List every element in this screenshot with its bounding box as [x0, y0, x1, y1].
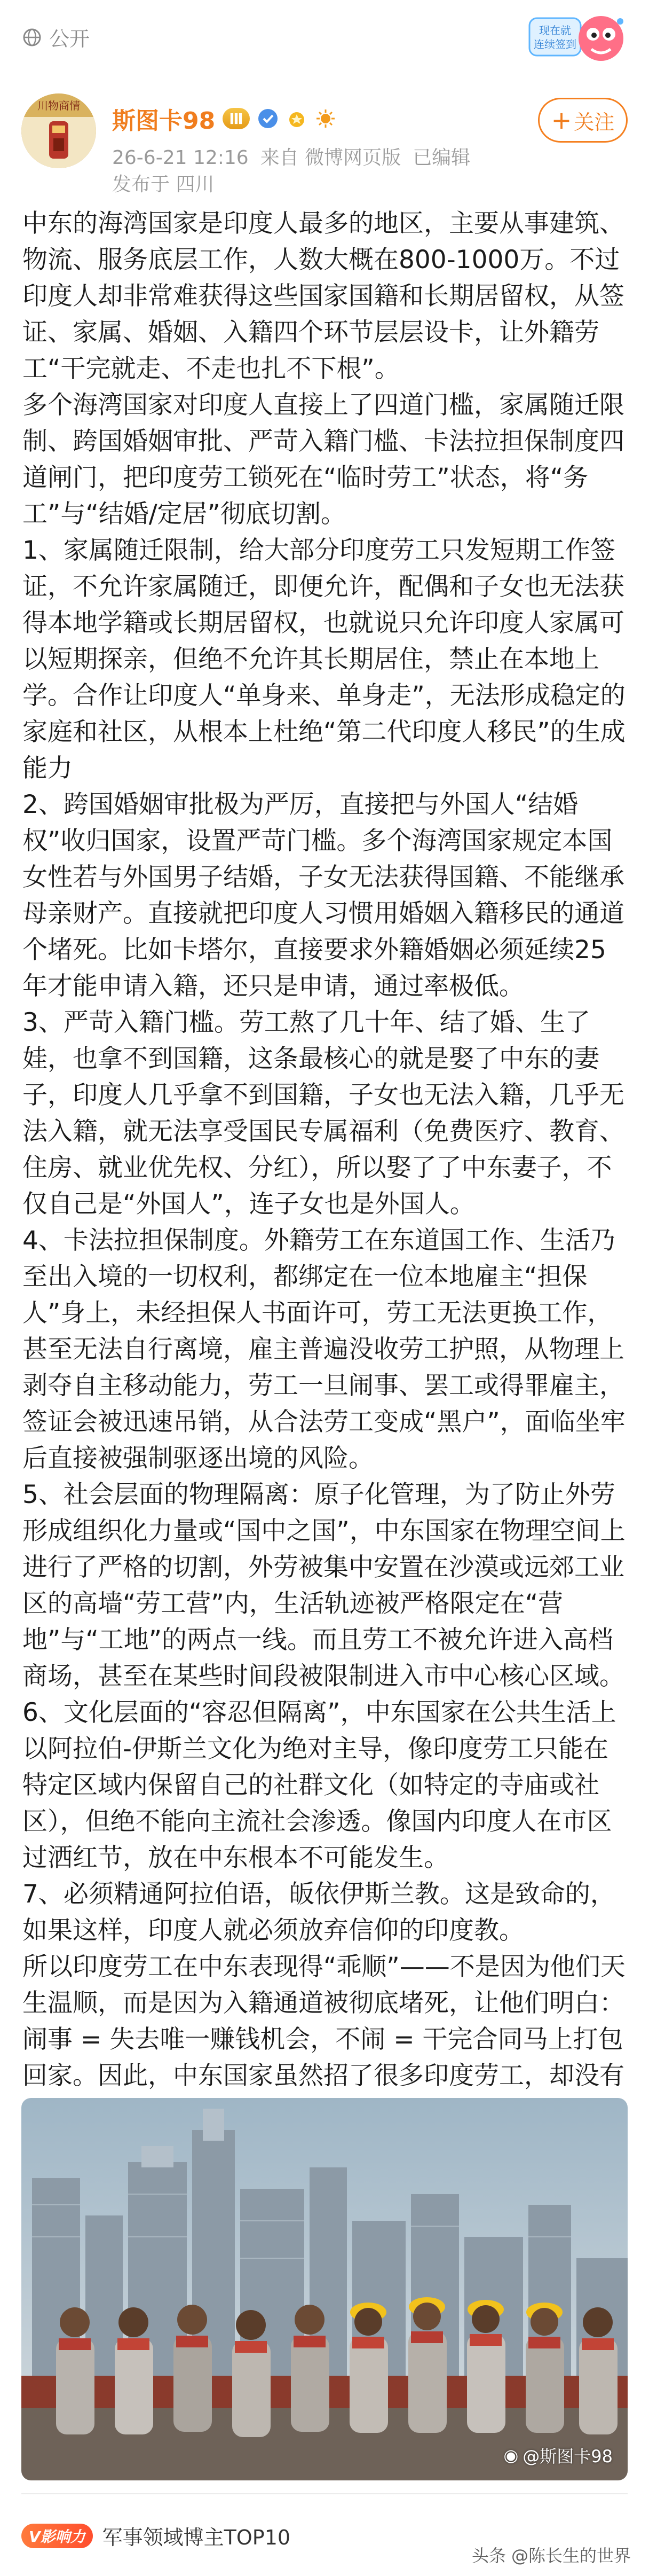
post-paragraph: 中东的海湾国家是印度人最多的地区，主要从事建筑、物流、服务底层工作，人数大概在800-1000万。不过印度人却非常难获得这些国家国籍和长期居留权，从签证、家属、婚姻、入籍四个环节层层设卡，让外籍劳工“干完就走、不走也扎不下根”。 — [22, 209, 624, 383]
visibility-indicator[interactable] — [22, 22, 90, 52]
source-watermark: 头条 @陈长生的世界 — [471, 2546, 631, 2566]
weibo-logo-icon: ◉ — [503, 2445, 519, 2465]
field-rank-text: 军事领域博主TOP10 — [102, 2526, 291, 2549]
visibility-label: 公开 — [49, 27, 90, 51]
post-footer — [0, 2493, 649, 2576]
follow-button[interactable] — [538, 98, 628, 143]
avatar-image — [21, 93, 96, 168]
post-content — [22, 206, 631, 2131]
edited-label[interactable]: 已编辑 — [413, 147, 471, 169]
post-paragraph: 4、卡法拉担保制度。外籍劳工在东道国工作、生活乃至出入境的一切权利，都绑定在一位本地雇主“担保人”身上，未经担保人书面许可，劳工无法更换工作，甚至无法自行离境，雇主普遍没收劳工护照，从物理上剥夺自主移动能力，劳工一旦闹事、罢工或得罪雇主，签证会被迅速吊销，从合法劳工变成“黑户”，面临坐牢后直接被强制驱逐出境的风险。 — [22, 1226, 626, 1473]
svg-text:川物商情: 川物商情 — [37, 99, 80, 112]
checkin-sticker-icon[interactable] — [526, 7, 628, 73]
medal-icon[interactable] — [286, 108, 307, 129]
post-paragraph: 3、严苛入籍门槛。劳工熬了几十年、结了婚、生了娃，也拿不到国籍，这条最核心的就是娶了中东的妻子，印度人几乎拿不到国籍，子女也无法入籍，几乎无法入籍，就无法享受国民专属福利（免费医疗、教育、住房、就业优先权、分红），所以娶了了中东妻子，不仅自己是“外国人”，连子女也是外国人。 — [22, 1008, 624, 1219]
post-image[interactable] — [21, 2098, 628, 2480]
avatar[interactable] — [21, 93, 96, 168]
follow-label: 关注 — [574, 110, 615, 134]
photo-watermark — [503, 2443, 613, 2468]
divider — [21, 2493, 628, 2494]
post-time[interactable]: 26-6-21 12:16 — [112, 147, 249, 169]
influence-pill: V影响力 — [21, 2524, 93, 2548]
plus-icon: + — [551, 106, 572, 135]
post-paragraph: 1、家属随迁限制，给大部分印度劳工只发短期工作签证，不允许家属随迁，即便允许，配偶和子女也无法获得本地学籍或长期居留权，也就说只允许印度人家属可以短期探亲，但绝不允许其长期居住，禁止在本地上学。合作让印度人“单身来、单身走”，无法形成稳定的家庭和社区，从根本上杜绝“第二代印度人移民”的生成能力 — [22, 536, 626, 783]
svg-text:连续签到: 连续签到 — [534, 38, 576, 51]
post-paragraph: 6、文化层面的“容忍但隔离”，中东国家在公共生活上以阿拉伯-伊斯兰文化为绝对主导，像印度劳工只能在特定区域内保留自己的社群文化（如特定的寺庙或社区），但绝不能向主流社会渗透。像国内印度人在市区过洒红节，放在中东根本不可能发生。 — [22, 1698, 616, 1873]
globe-icon — [22, 28, 42, 47]
level-label: Ⅲ — [229, 109, 243, 128]
post-source: 来自 微博网页版 — [260, 147, 401, 169]
post-paragraph: 多个海湾国家对印度人直接上了四道门槛，家属随迁限制、跨国婚姻审批、严苛入籍门槛、卡法拉担保制度四道闸门，把印度劳工锁死在“临时劳工”状态，将“务工”与“结婚/定居”彻底切割。 — [22, 390, 624, 529]
author-name-row — [112, 101, 336, 136]
post-meta — [112, 143, 482, 170]
level-badge[interactable] — [223, 108, 249, 129]
post-paragraph: 7、必须精通阿拉伯语，皈依伊斯兰教。这是致命的，如果这样，印度人就必须放弃信仰的印度教。 — [22, 1880, 615, 1945]
verified-badge-icon[interactable] — [257, 108, 279, 129]
svg-text:现在就: 现在就 — [539, 24, 571, 37]
top-bar — [0, 0, 649, 80]
post-paragraph: 5、社会层面的物理隔离：原子化管理，为了防止外劳形成组织化力量或“国中之国”，中东国家在物理空间上进行了严格的切割，外劳被集中安置在沙漠或远郊工业区的高墙“劳工营”内，生活轨迹被严格限定在“营地”与“工地”的两点一线。而且劳工不被允许进入高档商场，甚至在某些时间段被限制进入市中心核心区域。 — [22, 1480, 626, 1691]
post-location: 发布于 四川 — [112, 174, 215, 195]
sun-badge-icon[interactable] — [315, 108, 336, 129]
workers-photo — [21, 2098, 628, 2480]
field-influence-badge[interactable] — [21, 2521, 290, 2550]
author-name[interactable]: 斯图卡98 — [112, 107, 216, 135]
photo-watermark-text: @斯图卡98 — [523, 2446, 613, 2467]
post-paragraph: 所以印度劳工在中东表现得“乖顺”——不是因为他们天生温顺，而是因为入籍通道被彻底堵死，让他们明白：闹事 = 失去唯一赚钱机会，不闹 = 干完合同马上打包回家。因此，中东国家虽然招了很多印度劳工，却没有 — [22, 1952, 626, 2090]
post-paragraph: 2、跨国婚姻审批极为严厉，直接把与外国人“结婚权”收归国家，设置严苛门槛。多个海湾国家规定本国女性若与外国男子结婚，子女无法获得国籍、不能继承母亲财产。直接就把印度人习惯用婚姻入籍移民的通道个堵死。比如卡塔尔，直接要求外籍婚姻必须延续25年才能申请入籍，还只是申请，通过率极低。 — [22, 790, 624, 1001]
author-header — [21, 88, 628, 211]
